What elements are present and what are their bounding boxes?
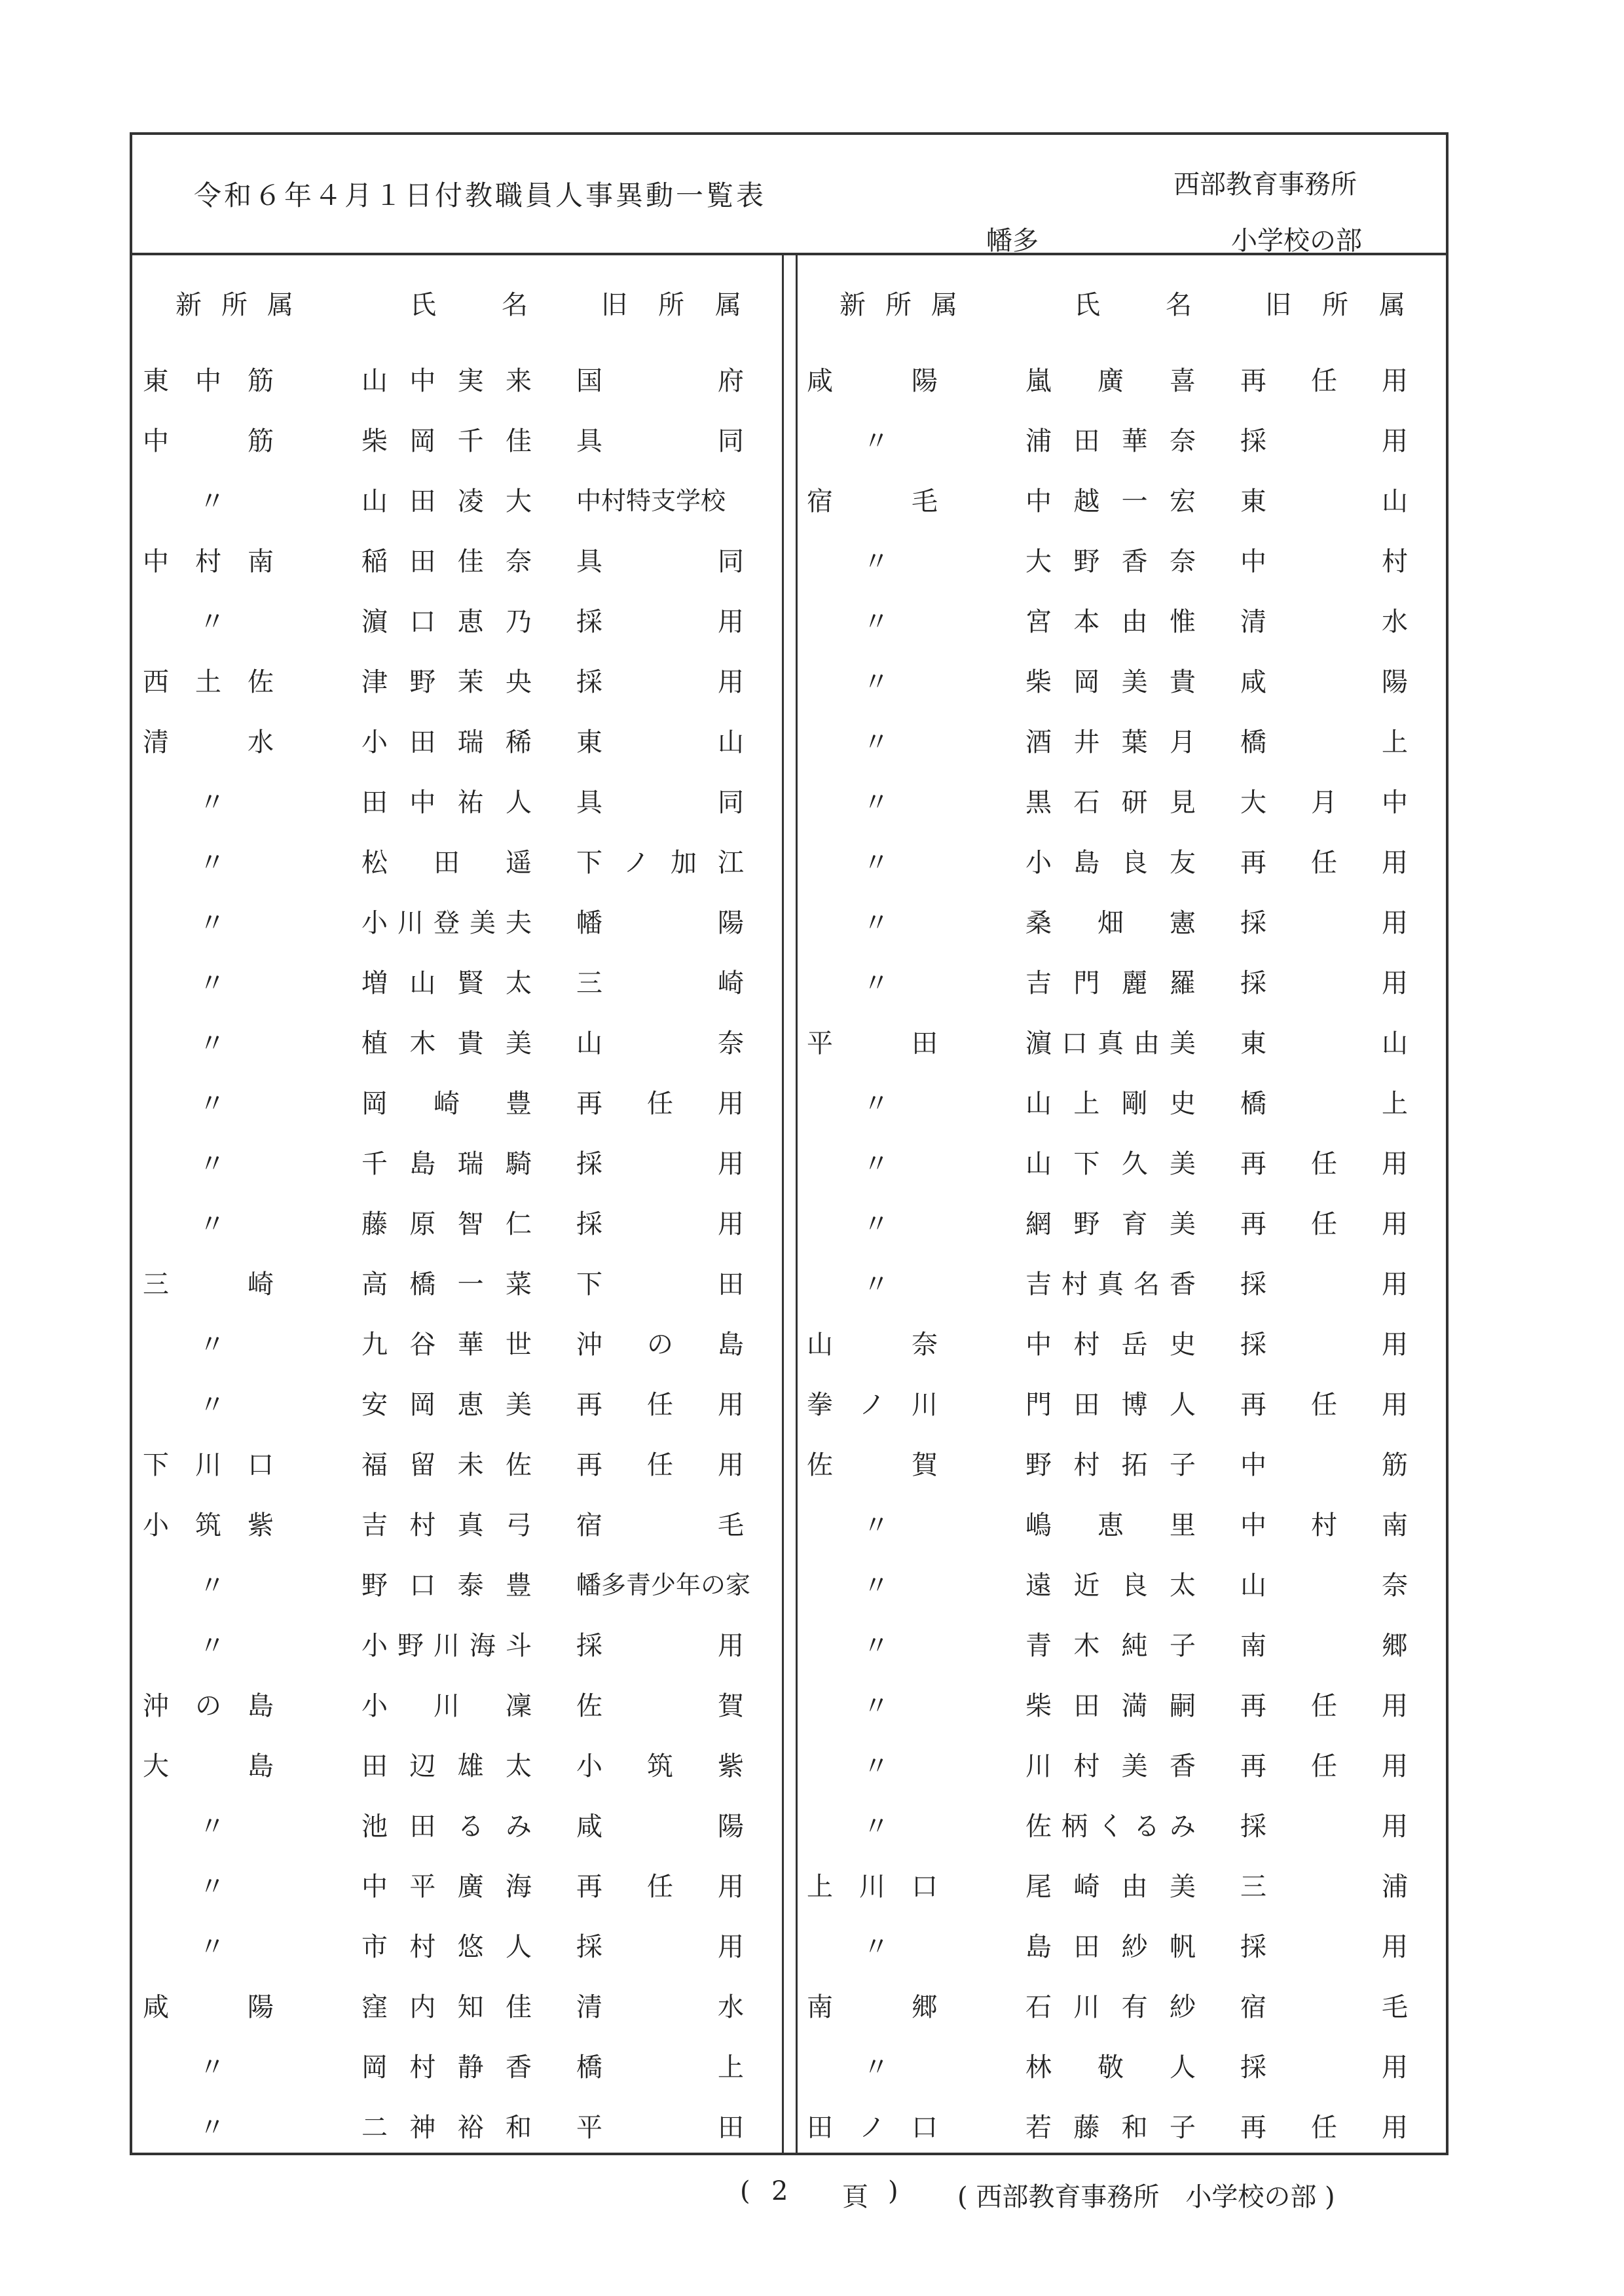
old-affiliation: 下 田 — [576, 1269, 744, 1300]
old-affiliation: 平 田 — [576, 2113, 744, 2143]
table-row — [143, 962, 752, 1023]
old-affiliation: 咸 陽 — [576, 1812, 744, 1842]
old-affiliation: 再 任 用 — [1240, 1751, 1408, 1781]
table-row — [143, 601, 752, 661]
table-row — [807, 962, 1416, 1023]
old-affiliation: 国 府 — [576, 366, 744, 396]
new-affiliation: 〃 — [199, 1872, 225, 1902]
new-affiliation: 拳 ノ 川 — [807, 1390, 938, 1420]
new-affiliation: 〃 — [199, 2052, 225, 2083]
staff-name: 松 田 遥 — [361, 848, 532, 878]
header-new-affiliation: 新 所 属 — [840, 290, 957, 320]
staff-name: 遠 近 良 太 — [1025, 1571, 1196, 1601]
table-row — [807, 1745, 1416, 1806]
table-row — [807, 1926, 1416, 1986]
old-affiliation: 採 用 — [1240, 1932, 1408, 1962]
staff-name: 嶋 恵 里 — [1025, 1510, 1196, 1540]
new-affiliation: 〃 — [199, 1631, 225, 1661]
new-affiliation: 小 筑 紫 — [143, 1510, 274, 1540]
document-frame — [130, 132, 1449, 2155]
old-affiliation: 中 村 — [1240, 547, 1408, 577]
table-row — [143, 1203, 752, 1264]
table-row — [807, 481, 1416, 541]
staff-name: 濵 口 真 由 美 — [1025, 1029, 1196, 1059]
new-affiliation: 〃 — [199, 1209, 225, 1239]
new-affiliation: 〃 — [863, 607, 889, 637]
page-number: 2 — [771, 2176, 788, 2206]
new-affiliation: 平 田 — [807, 1029, 938, 1059]
footer-close-paren: ) — [888, 2176, 898, 2206]
old-affiliation: 中村特支学校 — [576, 486, 726, 515]
new-affiliation: 〃 — [199, 788, 225, 818]
table-row — [143, 2047, 752, 2107]
new-affiliation: 〃 — [199, 848, 225, 878]
column-header-row — [807, 284, 1416, 360]
new-affiliation: 東 中 筋 — [143, 366, 274, 396]
table-row — [143, 360, 752, 420]
staff-name: 川 村 美 香 — [1025, 1751, 1196, 1781]
table-row — [143, 541, 752, 601]
new-affiliation: 〃 — [863, 727, 889, 757]
staff-name: 島 田 紗 帆 — [1025, 1932, 1196, 1962]
old-affiliation: 宿 毛 — [576, 1510, 744, 1540]
old-affiliation: 沖 の 島 — [576, 1330, 744, 1360]
table-row — [143, 842, 752, 902]
old-affiliation: 採 用 — [576, 1149, 744, 1179]
table-row — [807, 420, 1416, 481]
old-affiliation: 南 郷 — [1240, 1631, 1408, 1661]
staff-name: 山 上 剛 史 — [1025, 1089, 1196, 1119]
new-affiliation: 〃 — [199, 1029, 225, 1059]
old-affiliation: 採 用 — [576, 607, 744, 637]
old-affiliation: 下 ノ 加 江 — [576, 848, 744, 878]
staff-name: 津 野 茉 央 — [361, 667, 532, 697]
table-row — [807, 1264, 1416, 1324]
column-divider — [782, 255, 798, 2153]
table-row — [807, 541, 1416, 601]
staff-name: 千 島 瑞 騎 — [361, 1149, 532, 1179]
table-row — [143, 721, 752, 782]
area-name: 幡多 — [986, 226, 1039, 256]
office-name: 西部教育事務所 — [1173, 170, 1357, 200]
staff-name: 稲 田 佳 奈 — [361, 547, 532, 577]
table-row — [143, 1685, 752, 1745]
staff-name: 小 川 登 美 夫 — [361, 908, 532, 938]
staff-name: 柴 田 満 嗣 — [1025, 1691, 1196, 1721]
new-affiliation: 〃 — [863, 667, 889, 697]
document-title: 令和６年４月１日付教職員人事異動一覧表 — [194, 179, 767, 211]
new-affiliation: 〃 — [863, 1089, 889, 1119]
old-affiliation: 橋 上 — [576, 2052, 744, 2083]
new-affiliation: 中 村 南 — [143, 547, 274, 577]
footer-org: ( 西部教育事務所 小学校の部 ) — [957, 2182, 1335, 2212]
table-row — [143, 1384, 752, 1444]
staff-name: 山 中 実 来 — [361, 366, 532, 396]
old-affiliation: 採 用 — [1240, 1269, 1408, 1300]
table-row — [143, 1986, 752, 2047]
header-old-affiliation: 旧 所 属 — [1265, 290, 1405, 320]
table-row — [807, 1083, 1416, 1143]
old-affiliation: 再 任 用 — [576, 1872, 744, 1902]
table-row — [807, 1384, 1416, 1444]
old-affiliation: 橋 上 — [1240, 727, 1408, 757]
old-affiliation: 具 同 — [576, 788, 744, 818]
table-row — [143, 1806, 752, 1866]
staff-name: 小 野 川 海 斗 — [361, 1631, 532, 1661]
table-row — [807, 1685, 1416, 1745]
new-affiliation: 〃 — [199, 908, 225, 938]
staff-name: 野 村 拓 子 — [1025, 1450, 1196, 1480]
new-affiliation: 三 崎 — [143, 1269, 274, 1300]
new-affiliation: 下 川 口 — [143, 1450, 274, 1480]
table-row — [143, 1324, 752, 1384]
old-affiliation: 採 用 — [1240, 1330, 1408, 1360]
new-affiliation: 〃 — [863, 426, 889, 456]
new-affiliation: 中 筋 — [143, 426, 274, 456]
table-row — [143, 1625, 752, 1685]
table-row — [143, 420, 752, 481]
staff-name: 浦 田 華 奈 — [1025, 426, 1196, 456]
old-affiliation: 三 浦 — [1240, 1872, 1408, 1902]
old-affiliation: 清 水 — [576, 1992, 744, 2022]
right-column — [807, 284, 1416, 2167]
header-old-affiliation: 旧 所 属 — [601, 290, 741, 320]
new-affiliation: 上 川 口 — [807, 1872, 938, 1902]
staff-name: 林 敬 人 — [1025, 2052, 1196, 2083]
new-affiliation: 佐 賀 — [807, 1450, 938, 1480]
new-affiliation: 田 ノ 口 — [807, 2113, 938, 2143]
table-row — [143, 481, 752, 541]
new-affiliation: 山 奈 — [807, 1330, 938, 1360]
staff-name: 柴 岡 美 貴 — [1025, 667, 1196, 697]
staff-name: 植 木 貴 美 — [361, 1029, 532, 1059]
old-affiliation: 幡多青少年の家 — [576, 1571, 751, 1599]
new-affiliation: 〃 — [863, 2052, 889, 2083]
staff-name: 藤 原 智 仁 — [361, 1209, 532, 1239]
new-affiliation: 〃 — [863, 547, 889, 577]
staff-name: 尾 崎 由 美 — [1025, 1872, 1196, 1902]
staff-name: 青 木 純 子 — [1025, 1631, 1196, 1661]
new-affiliation: 〃 — [199, 1149, 225, 1179]
old-affiliation: 再 任 用 — [576, 1089, 744, 1119]
old-affiliation: 採 用 — [576, 1932, 744, 1962]
old-affiliation: 佐 賀 — [576, 1691, 744, 1721]
table-row — [143, 1745, 752, 1806]
staff-name: 小 川 凜 — [361, 1691, 532, 1721]
new-affiliation: 〃 — [199, 1330, 225, 1360]
table-row — [807, 661, 1416, 721]
old-affiliation: 採 用 — [1240, 426, 1408, 456]
new-affiliation: 〃 — [863, 1631, 889, 1661]
table-row — [807, 1625, 1416, 1685]
old-affiliation: 東 山 — [1240, 1029, 1408, 1059]
new-affiliation: 〃 — [199, 1932, 225, 1962]
table-row — [143, 1143, 752, 1203]
new-affiliation: 〃 — [199, 968, 225, 998]
header-name: 氏 名 — [1074, 290, 1192, 320]
old-affiliation: 具 同 — [576, 547, 744, 577]
table-row — [807, 1866, 1416, 1926]
old-affiliation: 清 水 — [1240, 607, 1408, 637]
new-affiliation: 西 土 佐 — [143, 667, 274, 697]
old-affiliation: 再 任 用 — [1240, 1691, 1408, 1721]
old-affiliation: 採 用 — [576, 1209, 744, 1239]
new-affiliation: 咸 陽 — [807, 366, 938, 396]
table-row — [807, 2047, 1416, 2107]
table-row — [807, 721, 1416, 782]
new-affiliation: 〃 — [199, 486, 225, 517]
table-row — [807, 360, 1416, 420]
table-row — [143, 2107, 752, 2167]
staff-name: 石 川 有 紗 — [1025, 1992, 1196, 2022]
staff-name: 野 口 泰 豊 — [361, 1571, 532, 1601]
new-affiliation: 〃 — [863, 1571, 889, 1601]
table-row — [143, 1866, 752, 1926]
old-affiliation: 再 任 用 — [1240, 2113, 1408, 2143]
table-row — [143, 1264, 752, 1324]
table-row — [143, 1565, 752, 1625]
table-row — [143, 902, 752, 962]
new-affiliation: 〃 — [199, 1390, 225, 1420]
staff-name: 窪 内 知 佳 — [361, 1992, 532, 2022]
staff-name: 田 中 祐 人 — [361, 788, 532, 818]
table-row — [143, 1926, 752, 1986]
column-header-row — [143, 284, 752, 360]
new-affiliation: 〃 — [199, 607, 225, 637]
old-affiliation: 中 村 南 — [1240, 1510, 1408, 1540]
old-affiliation: 再 任 用 — [576, 1450, 744, 1480]
staff-name: 濵 口 恵 乃 — [361, 607, 532, 637]
new-affiliation: 〃 — [863, 1149, 889, 1179]
staff-name: 田 辺 雄 太 — [361, 1751, 532, 1781]
new-affiliation: 南 郷 — [807, 1992, 938, 2022]
old-affiliation: 再 任 用 — [1240, 1390, 1408, 1420]
old-affiliation: 東 山 — [576, 727, 744, 757]
old-affiliation: 再 任 用 — [1240, 1149, 1408, 1179]
table-row — [807, 1324, 1416, 1384]
footer-open-paren: ( — [740, 2176, 750, 2206]
old-affiliation: 採 用 — [1240, 1812, 1408, 1842]
staff-name: 山 下 久 美 — [1025, 1149, 1196, 1179]
old-affiliation: 山 奈 — [576, 1029, 744, 1059]
staff-name: 池 田 る み — [361, 1812, 532, 1842]
staff-name: 安 岡 恵 美 — [361, 1390, 532, 1420]
new-affiliation: 〃 — [199, 1571, 225, 1601]
new-affiliation: 咸 陽 — [143, 1992, 274, 2022]
table-row — [143, 782, 752, 842]
staff-name: 中 越 一 宏 — [1025, 486, 1196, 517]
table-row — [807, 1806, 1416, 1866]
old-affiliation: 大 月 中 — [1240, 788, 1408, 818]
new-affiliation: 〃 — [863, 1269, 889, 1300]
staff-name: 小 田 瑞 稀 — [361, 727, 532, 757]
table-row — [807, 2107, 1416, 2167]
old-affiliation: 再 任 用 — [1240, 848, 1408, 878]
table-row — [143, 1444, 752, 1504]
staff-name: 岡 崎 豊 — [361, 1089, 532, 1119]
new-affiliation: 〃 — [199, 2113, 225, 2143]
table-row — [807, 1203, 1416, 1264]
old-affiliation: 具 同 — [576, 426, 744, 456]
table-row — [807, 842, 1416, 902]
staff-name: 市 村 悠 人 — [361, 1932, 532, 1962]
old-affiliation: 採 用 — [1240, 2052, 1408, 2083]
table-row — [807, 902, 1416, 962]
staff-name: 吉 門 麗 羅 — [1025, 968, 1196, 998]
staff-name: 網 野 育 美 — [1025, 1209, 1196, 1239]
old-affiliation: 再 任 用 — [1240, 1209, 1408, 1239]
header-new-affiliation: 新 所 属 — [175, 290, 293, 320]
new-affiliation: 〃 — [863, 1510, 889, 1540]
old-affiliation: 採 用 — [1240, 908, 1408, 938]
table-row — [807, 1444, 1416, 1504]
staff-name: 若 藤 和 子 — [1025, 2113, 1196, 2143]
staff-name: 佐 柄 く る み — [1025, 1812, 1196, 1842]
staff-name: 高 橋 一 菜 — [361, 1269, 532, 1300]
header-name: 氏 名 — [410, 290, 528, 320]
table-row — [143, 1083, 752, 1143]
table-row — [143, 661, 752, 721]
staff-name: 宮 本 由 惟 — [1025, 607, 1196, 637]
staff-name: 嵐 廣 喜 — [1025, 366, 1196, 396]
staff-name: 中 平 廣 海 — [361, 1872, 532, 1902]
staff-name: 吉 村 真 弓 — [361, 1510, 532, 1540]
staff-name: 黒 石 研 見 — [1025, 788, 1196, 818]
old-affiliation: 採 用 — [576, 1631, 744, 1661]
old-affiliation: 三 崎 — [576, 968, 744, 998]
staff-name: 小 島 良 友 — [1025, 848, 1196, 878]
document-header — [132, 135, 1446, 255]
table-row — [807, 782, 1416, 842]
new-affiliation: 清 水 — [143, 727, 274, 757]
new-affiliation: 〃 — [863, 1209, 889, 1239]
page-unit: 頁 — [842, 2182, 868, 2212]
new-affiliation: 宿 毛 — [807, 486, 938, 517]
new-affiliation: 〃 — [199, 1812, 225, 1842]
table-row — [807, 1504, 1416, 1565]
table-row — [807, 1986, 1416, 2047]
staff-name: 増 山 賢 太 — [361, 968, 532, 998]
old-affiliation: 咸 陽 — [1240, 667, 1408, 697]
old-affiliation: 中 筋 — [1240, 1450, 1408, 1480]
staff-name: 九 谷 華 世 — [361, 1330, 532, 1360]
table-row — [143, 1504, 752, 1565]
old-affiliation: 幡 陽 — [576, 908, 744, 938]
new-affiliation: 〃 — [863, 908, 889, 938]
staff-name: 山 田 凌 大 — [361, 486, 532, 517]
new-affiliation: 〃 — [863, 1751, 889, 1781]
old-affiliation: 山 奈 — [1240, 1571, 1408, 1601]
table-row — [807, 1565, 1416, 1625]
new-affiliation: 沖 の 島 — [143, 1691, 274, 1721]
new-affiliation: 〃 — [863, 968, 889, 998]
staff-name: 柴 岡 千 佳 — [361, 426, 532, 456]
old-affiliation: 橋 上 — [1240, 1089, 1408, 1119]
division-name: 小学校の部 — [1231, 226, 1362, 256]
old-affiliation: 採 用 — [576, 667, 744, 697]
old-affiliation: 採 用 — [1240, 968, 1408, 998]
new-affiliation: 〃 — [863, 1691, 889, 1721]
staff-name: 中 村 岳 史 — [1025, 1330, 1196, 1360]
staff-name: 酒 井 葉 月 — [1025, 727, 1196, 757]
old-affiliation: 小 筑 紫 — [576, 1751, 744, 1781]
old-affiliation: 再 任 用 — [1240, 366, 1408, 396]
table-row — [807, 601, 1416, 661]
new-affiliation: 〃 — [199, 1089, 225, 1119]
new-affiliation: 〃 — [863, 848, 889, 878]
new-affiliation: 〃 — [863, 1932, 889, 1962]
table-row — [807, 1143, 1416, 1203]
table-row — [807, 1023, 1416, 1083]
old-affiliation: 東 山 — [1240, 486, 1408, 517]
old-affiliation: 再 任 用 — [576, 1390, 744, 1420]
staff-name: 門 田 博 人 — [1025, 1390, 1196, 1420]
new-affiliation: 大 島 — [143, 1751, 274, 1781]
old-affiliation: 宿 毛 — [1240, 1992, 1408, 2022]
new-affiliation: 〃 — [863, 1812, 889, 1842]
staff-name: 桑 畑 憲 — [1025, 908, 1196, 938]
new-affiliation: 〃 — [863, 788, 889, 818]
left-column — [143, 284, 752, 2167]
staff-name: 大 野 香 奈 — [1025, 547, 1196, 577]
staff-name: 吉 村 真 名 香 — [1025, 1269, 1196, 1300]
staff-name: 岡 村 静 香 — [361, 2052, 532, 2083]
table-row — [143, 1023, 752, 1083]
staff-name: 二 神 裕 和 — [361, 2113, 532, 2143]
staff-name: 福 留 未 佐 — [361, 1450, 532, 1480]
